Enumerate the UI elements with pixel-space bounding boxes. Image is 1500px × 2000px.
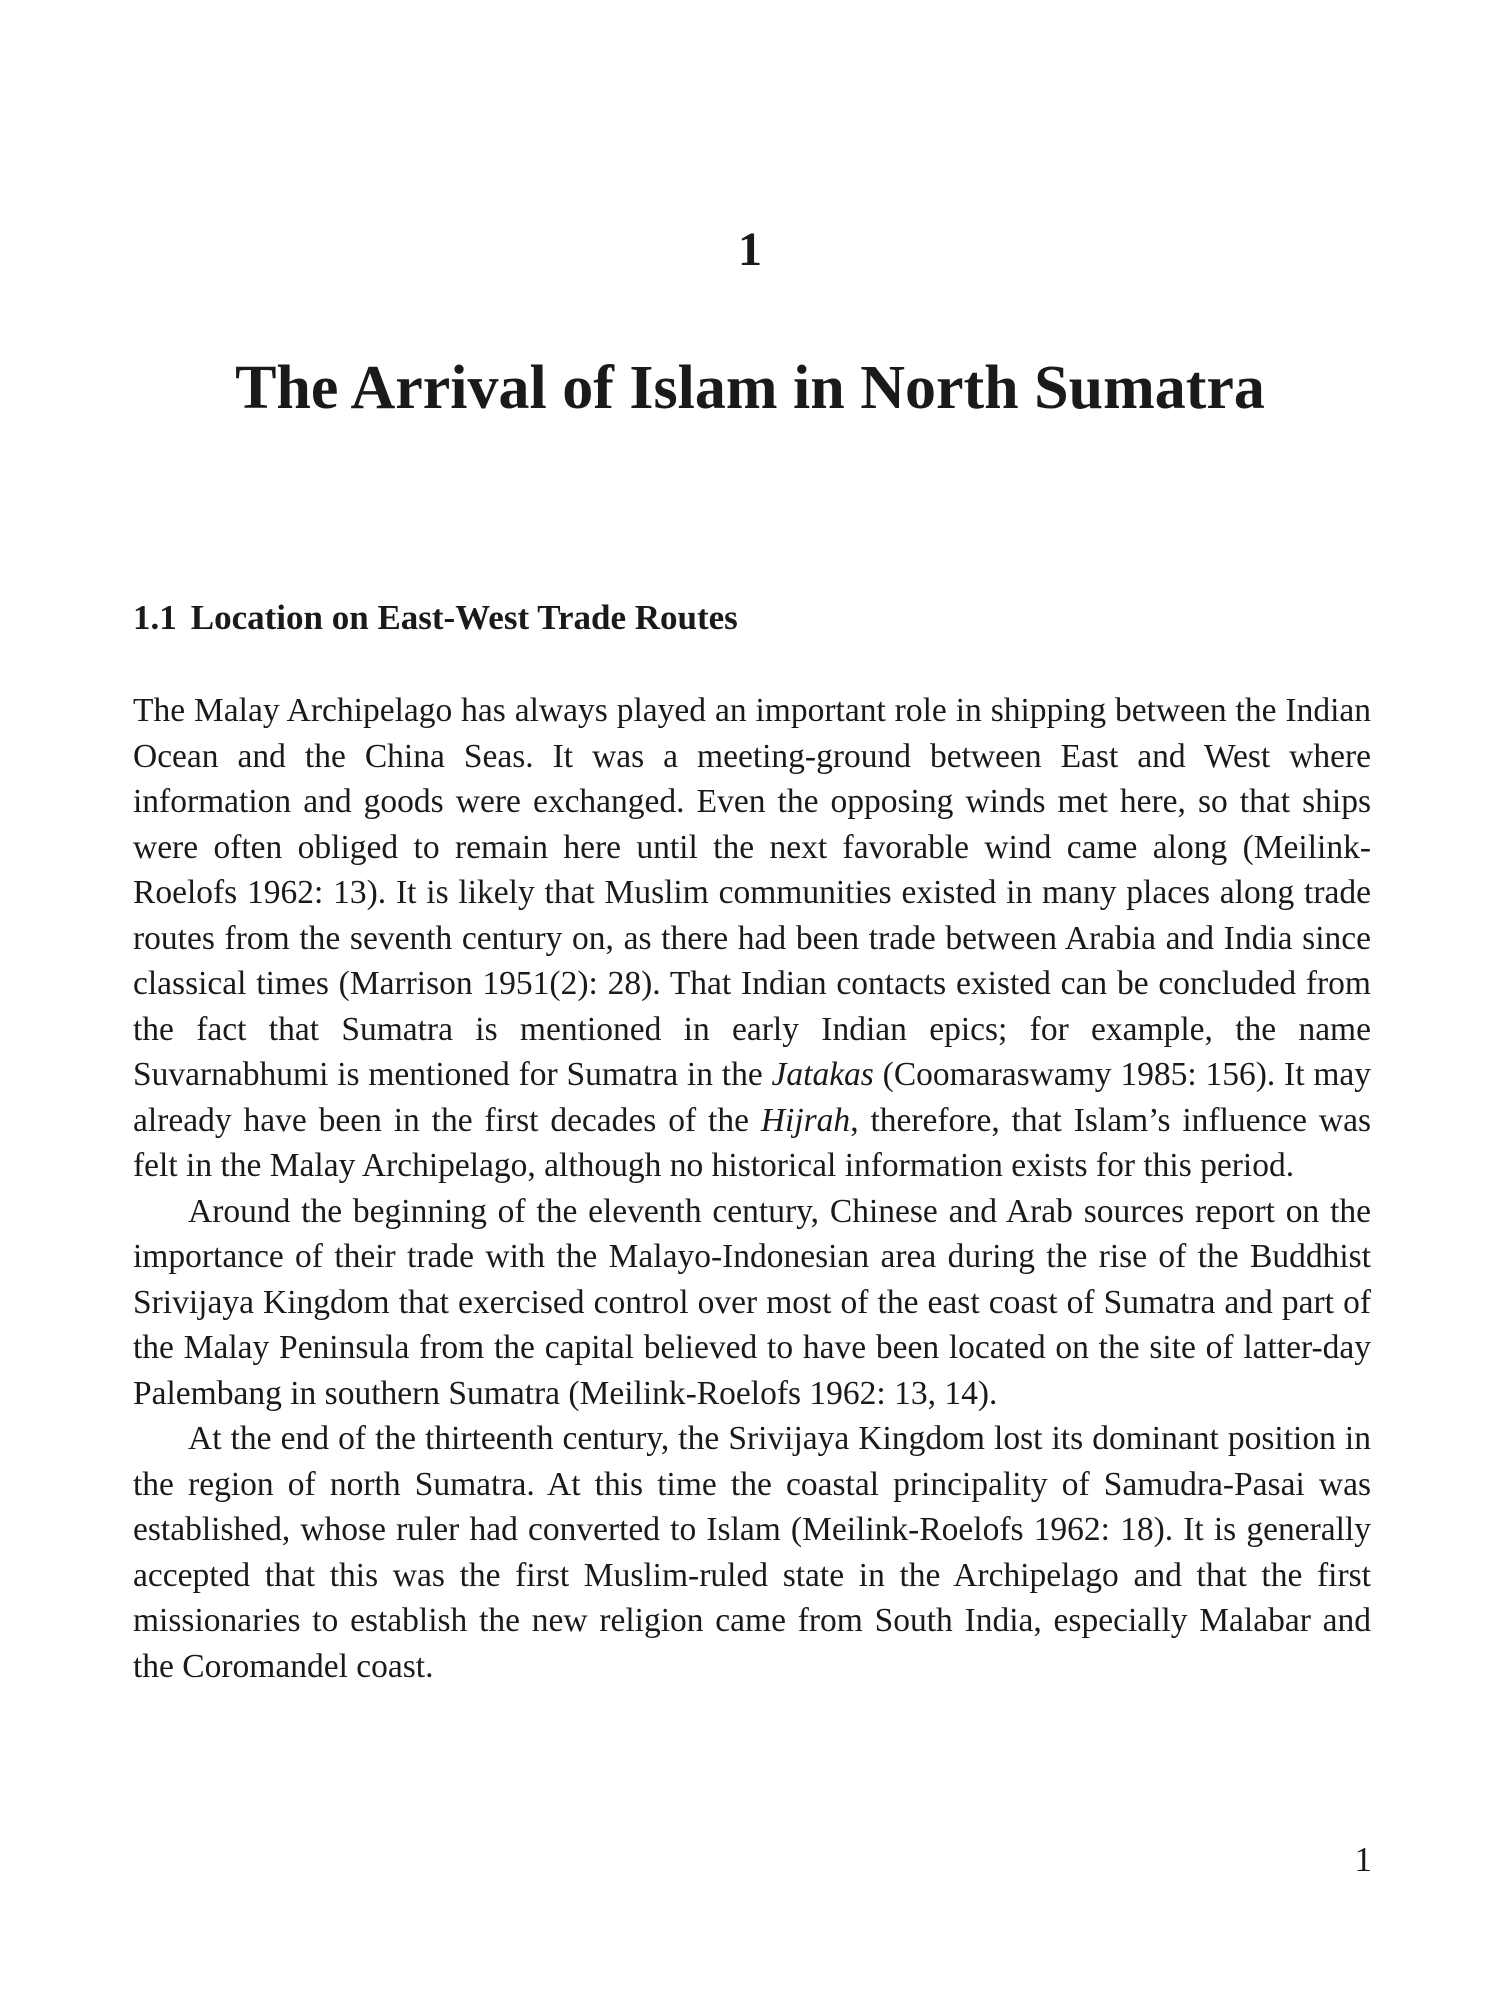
paragraph-1-part-b: (Coomaraswamy 1985: 156). It may already have been in the first decades of the: [133, 1056, 1371, 1139]
chapter-number: 1: [738, 223, 762, 276]
paragraph-1-part-c: , therefore, that Islam’s influence was felt in the Malay Archipelago, although no historical information exists for this period.: [133, 1101, 1371, 1184]
paragraph-2: Around the beginning of the eleventh century, Chinese and Arab sources report on the importance of their trade with the Malayo-Indonesian area during the rise of the Buddhist Srivijaya Kingdom that exercised control over most of the east coast of Sumatra and part of the Malay Peninsula from the capital believed to have been located on the site of latter-day Palembang in southern Sumatra (Meilink-Roelofs 1962: 13, 14).: [133, 1192, 1371, 1412]
paragraph-1-italic-jatakas: Jatakas: [771, 1056, 874, 1093]
page-number: 1: [1354, 1840, 1372, 1879]
paragraph-3: At the end of the thirteenth century, the Srivijaya Kingdom lost its dominant position in the region of north Sumatra. At this time the coastal principality of Samudra-Pasai was established, whose ruler had converted to Islam (Meilink-Roelofs 1962: 18). It is generally accepted that this was the first Muslim-ruled state in the Archipelago and that the first missionaries to establish the new religion came from South India, especially Malabar and the Coromandel coast.: [133, 1420, 1371, 1685]
chapter-title: The Arrival of Islam in North Sumatra: [235, 354, 1265, 422]
paragraph-1: [133, 688, 1371, 1189]
body-text: [133, 688, 1371, 1689]
paragraph-1-italic-hijrah: Hijrah: [760, 1101, 851, 1139]
section-heading: [133, 596, 738, 640]
section-title: Location on East-West Trade Routes: [190, 598, 738, 637]
section-number: 1.1: [133, 598, 177, 637]
paragraph-1-part-a: The Malay Archipelago has always played an important role in shipping between the Indian Ocean and the China Seas. It was a meeting-ground between East and West where information and goods were exchanged. Even the opposing winds met here, so that ships were often obliged to remain here until the next favorable wind came along (Meilink-Roelofs 1962: 13). It is likely that Muslim communities existed in many places along trade routes from the seventh century on, as there had been trade between Arabia and India since classical times (Marrison 1951(2): 28). That Indian contacts existed can be concluded from the fact that Sumatra is mentioned in early Indian epics; for example, the name Suvarnabhumi is mentioned for Sumatra in the: [133, 692, 1371, 1093]
